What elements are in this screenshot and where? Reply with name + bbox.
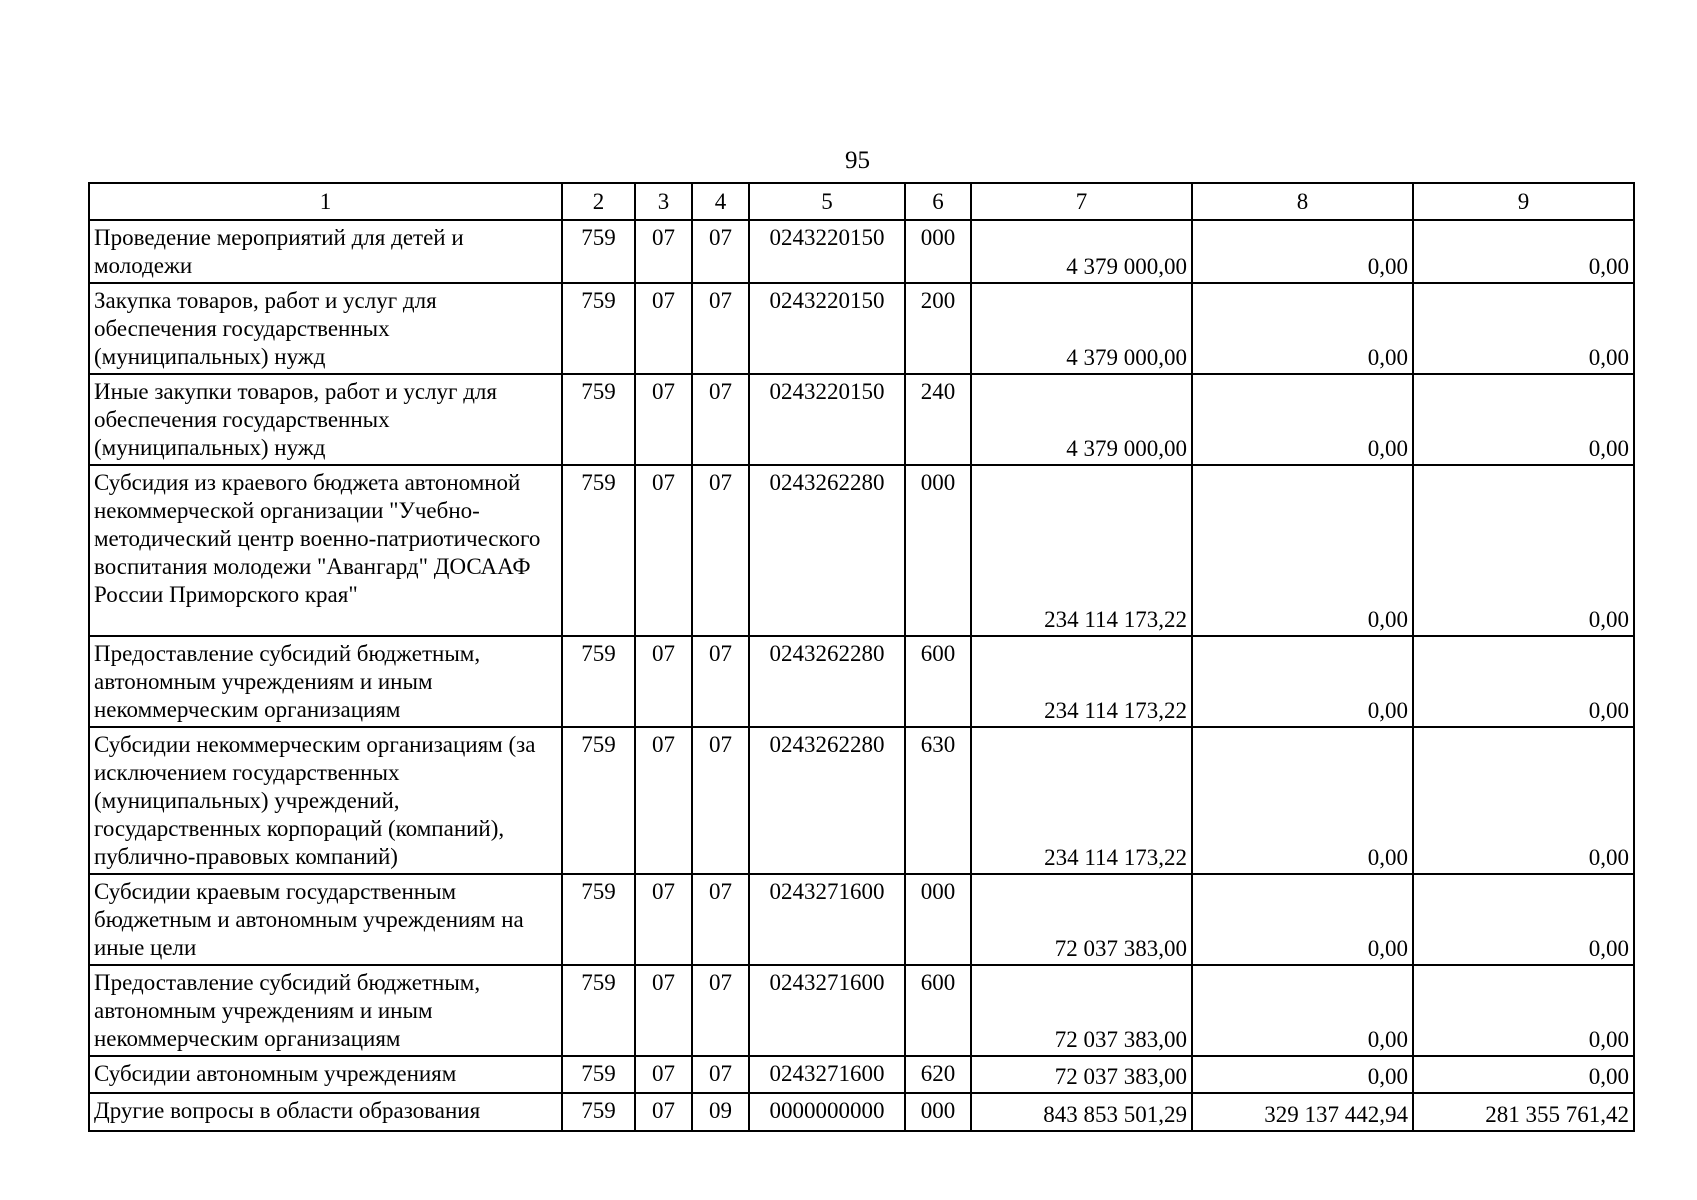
cell-amount-col9: 0,00 bbox=[1413, 965, 1634, 1056]
column-header: 1 bbox=[89, 183, 562, 220]
row-name: Предоставление субсидий бюджетным, автономным учреждениям и иным некоммерческим организациям bbox=[89, 965, 562, 1056]
cell-ministry-code: 759 bbox=[562, 465, 635, 636]
row-name: Проведение мероприятий для детей и молодежи bbox=[89, 220, 562, 283]
cell-ministry-code: 759 bbox=[562, 874, 635, 965]
row-name: Другие вопросы в области образования bbox=[89, 1093, 562, 1131]
cell-amount-col7: 234 114 173,22 bbox=[971, 465, 1192, 636]
cell-target-article: 0243271600 bbox=[749, 1056, 905, 1093]
cell-amount-col8: 0,00 bbox=[1192, 1056, 1413, 1093]
cell-expense-type: 600 bbox=[905, 636, 971, 727]
cell-amount-col8: 0,00 bbox=[1192, 874, 1413, 965]
column-header: 4 bbox=[692, 183, 749, 220]
cell-ministry-code: 759 bbox=[562, 1056, 635, 1093]
cell-target-article: 0243262280 bbox=[749, 465, 905, 636]
cell-subsection-code: 07 bbox=[692, 465, 749, 636]
cell-amount-col7: 234 114 173,22 bbox=[971, 636, 1192, 727]
cell-amount-col8: 0,00 bbox=[1192, 465, 1413, 636]
cell-expense-type: 000 bbox=[905, 465, 971, 636]
table-row bbox=[89, 1093, 1634, 1131]
cell-subsection-code: 07 bbox=[692, 874, 749, 965]
page-number: 95 bbox=[845, 147, 870, 174]
column-header: 5 bbox=[749, 183, 905, 220]
cell-amount-col9: 0,00 bbox=[1413, 636, 1634, 727]
cell-subsection-code: 07 bbox=[692, 636, 749, 727]
cell-ministry-code: 759 bbox=[562, 1093, 635, 1131]
cell-amount-col7: 4 379 000,00 bbox=[971, 374, 1192, 465]
cell-target-article: 0243220150 bbox=[749, 374, 905, 465]
cell-target-article: 0243262280 bbox=[749, 636, 905, 727]
cell-target-article: 0243220150 bbox=[749, 283, 905, 374]
column-header: 6 bbox=[905, 183, 971, 220]
cell-target-article: 0000000000 bbox=[749, 1093, 905, 1131]
table-row bbox=[89, 374, 1634, 465]
cell-amount-col9: 0,00 bbox=[1413, 874, 1634, 965]
cell-subsection-code: 07 bbox=[692, 374, 749, 465]
cell-target-article: 0243271600 bbox=[749, 874, 905, 965]
cell-amount-col7: 4 379 000,00 bbox=[971, 220, 1192, 283]
cell-amount-col8: 0,00 bbox=[1192, 220, 1413, 283]
column-header: 9 bbox=[1413, 183, 1634, 220]
cell-section-code: 07 bbox=[635, 220, 692, 283]
cell-subsection-code: 07 bbox=[692, 220, 749, 283]
cell-section-code: 07 bbox=[635, 1056, 692, 1093]
cell-target-article: 0243220150 bbox=[749, 220, 905, 283]
cell-ministry-code: 759 bbox=[562, 727, 635, 874]
cell-amount-col9: 0,00 bbox=[1413, 283, 1634, 374]
cell-ministry-code: 759 bbox=[562, 374, 635, 465]
cell-section-code: 07 bbox=[635, 636, 692, 727]
cell-expense-type: 240 bbox=[905, 374, 971, 465]
cell-expense-type: 600 bbox=[905, 965, 971, 1056]
cell-amount-col9: 0,00 bbox=[1413, 465, 1634, 636]
cell-section-code: 07 bbox=[635, 283, 692, 374]
cell-expense-type: 000 bbox=[905, 874, 971, 965]
cell-ministry-code: 759 bbox=[562, 636, 635, 727]
row-name: Предоставление субсидий бюджетным, автономным учреждениям и иным некоммерческим организациям bbox=[89, 636, 562, 727]
column-header: 7 bbox=[971, 183, 1192, 220]
table-row bbox=[89, 636, 1634, 727]
column-header: 3 bbox=[635, 183, 692, 220]
cell-section-code: 07 bbox=[635, 374, 692, 465]
cell-amount-col8: 0,00 bbox=[1192, 374, 1413, 465]
cell-amount-col9: 0,00 bbox=[1413, 727, 1634, 874]
cell-ministry-code: 759 bbox=[562, 965, 635, 1056]
cell-expense-type: 200 bbox=[905, 283, 971, 374]
cell-amount-col9: 0,00 bbox=[1413, 220, 1634, 283]
cell-section-code: 07 bbox=[635, 465, 692, 636]
header-row bbox=[89, 183, 1634, 220]
cell-amount-col8: 0,00 bbox=[1192, 727, 1413, 874]
cell-expense-type: 000 bbox=[905, 220, 971, 283]
cell-amount-col7: 72 037 383,00 bbox=[971, 1056, 1192, 1093]
cell-target-article: 0243262280 bbox=[749, 727, 905, 874]
cell-subsection-code: 07 bbox=[692, 1056, 749, 1093]
cell-ministry-code: 759 bbox=[562, 283, 635, 374]
table-row bbox=[89, 965, 1634, 1056]
cell-subsection-code: 07 bbox=[692, 283, 749, 374]
cell-amount-col8: 0,00 bbox=[1192, 965, 1413, 1056]
table-row bbox=[89, 220, 1634, 283]
cell-section-code: 07 bbox=[635, 874, 692, 965]
column-header: 8 bbox=[1192, 183, 1413, 220]
cell-amount-col7: 234 114 173,22 bbox=[971, 727, 1192, 874]
table-row bbox=[89, 727, 1634, 874]
row-name: Субсидии автономным учреждениям bbox=[89, 1056, 562, 1093]
cell-amount-col8: 0,00 bbox=[1192, 283, 1413, 374]
table-row bbox=[89, 1056, 1634, 1093]
table-row bbox=[89, 874, 1634, 965]
cell-amount-col7: 4 379 000,00 bbox=[971, 283, 1192, 374]
cell-amount-col9: 281 355 761,42 bbox=[1413, 1093, 1634, 1131]
row-name: Субсидии краевым государственным бюджетным и автономным учреждениям на иные цели bbox=[89, 874, 562, 965]
cell-amount-col7: 72 037 383,00 bbox=[971, 965, 1192, 1056]
cell-amount-col8: 329 137 442,94 bbox=[1192, 1093, 1413, 1131]
row-name: Закупка товаров, работ и услуг для обеспечения государственных (муниципальных) нужд bbox=[89, 283, 562, 374]
cell-section-code: 07 bbox=[635, 1093, 692, 1131]
cell-amount-col8: 0,00 bbox=[1192, 636, 1413, 727]
cell-amount-col9: 0,00 bbox=[1413, 374, 1634, 465]
cell-ministry-code: 759 bbox=[562, 220, 635, 283]
cell-subsection-code: 07 bbox=[692, 965, 749, 1056]
table-row bbox=[89, 465, 1634, 636]
budget-table bbox=[88, 182, 1635, 1132]
cell-expense-type: 000 bbox=[905, 1093, 971, 1131]
table-row bbox=[89, 283, 1634, 374]
cell-expense-type: 620 bbox=[905, 1056, 971, 1093]
row-name: Субсидия из краевого бюджета автономной некоммерческой организации "Учебно-методический центр военно-патриотического воспитания молодежи "Авангард" ДОСААФ России Приморского края" bbox=[89, 465, 562, 636]
cell-amount-col7: 843 853 501,29 bbox=[971, 1093, 1192, 1131]
cell-subsection-code: 09 bbox=[692, 1093, 749, 1131]
cell-section-code: 07 bbox=[635, 965, 692, 1056]
cell-subsection-code: 07 bbox=[692, 727, 749, 874]
row-name: Иные закупки товаров, работ и услуг для обеспечения государственных (муниципальных) нужд bbox=[89, 374, 562, 465]
row-name: Субсидии некоммерческим организациям (за исключением государственных (муниципальных) учреждений, государственных корпораций (компаний), публично-правовых компаний) bbox=[89, 727, 562, 874]
cell-target-article: 0243271600 bbox=[749, 965, 905, 1056]
cell-section-code: 07 bbox=[635, 727, 692, 874]
column-header: 2 bbox=[562, 183, 635, 220]
cell-amount-col7: 72 037 383,00 bbox=[971, 874, 1192, 965]
cell-expense-type: 630 bbox=[905, 727, 971, 874]
cell-amount-col9: 0,00 bbox=[1413, 1056, 1634, 1093]
